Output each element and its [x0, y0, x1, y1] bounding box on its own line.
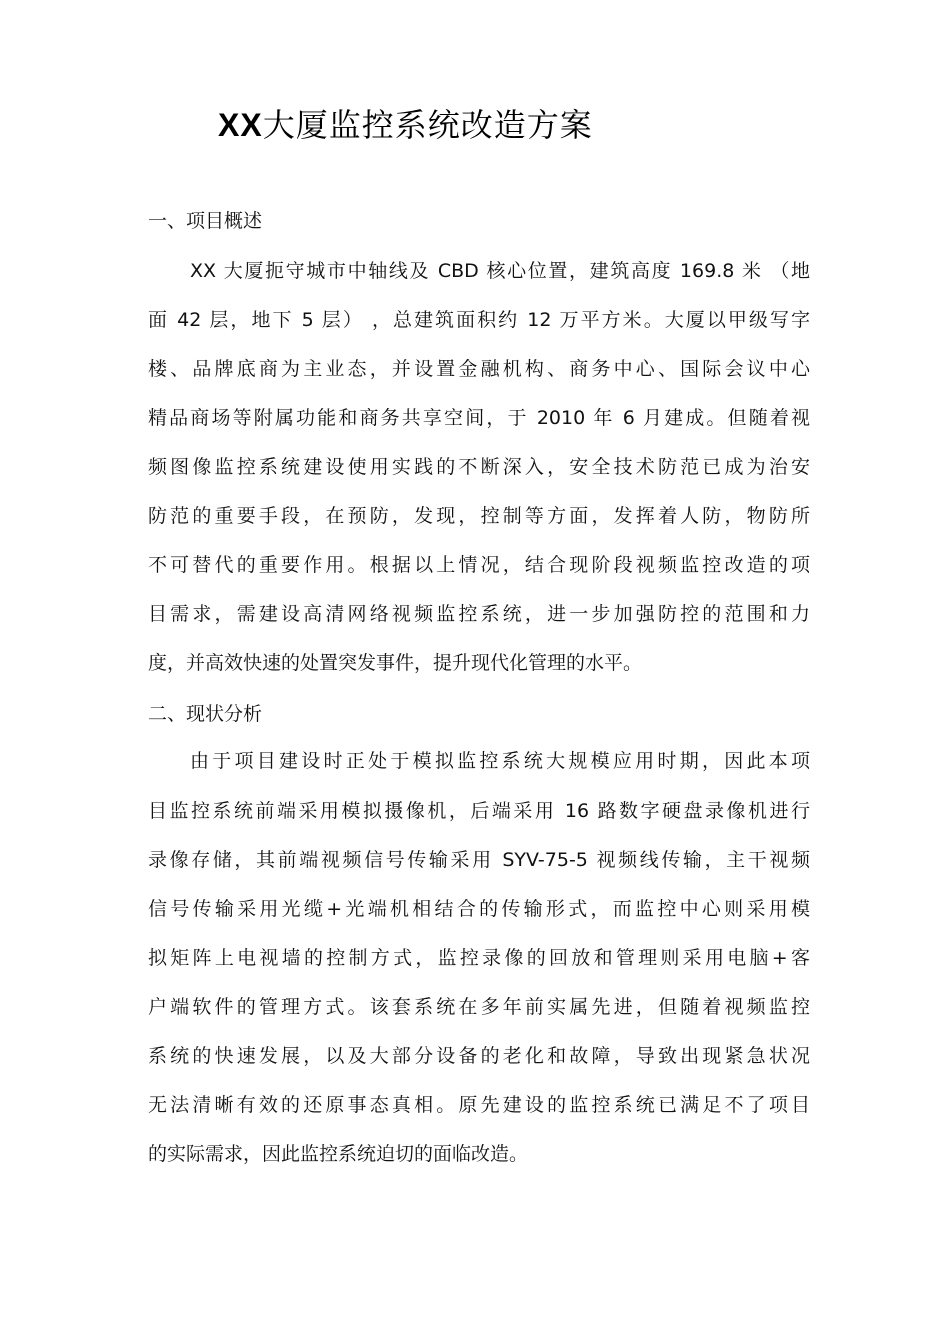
paragraph-line: 不可替代的重要作用。根据以上情况，结合现阶段视频监控改造的项	[148, 554, 810, 576]
document-title-prefix: XX	[218, 107, 263, 143]
paragraph-line: 目需求，需建设高清网络视频监控系统，进一步加强防控的范围和力	[148, 603, 810, 625]
paragraph-line: 系统的快速发展，以及大部分设备的老化和故障，导致出现紧急状况	[148, 1045, 810, 1067]
document-title-text: 大厦监控系统改造方案	[262, 106, 593, 144]
section-heading-overview: 一、项目概述	[148, 210, 263, 232]
paragraph-line: 频图像监控系统建设使用实践的不断深入，安全技术防范已成为治安	[148, 456, 810, 478]
paragraph-line: 的实际需求，因此监控系统迫切的面临改造。	[148, 1143, 529, 1165]
paragraph-line: XX 大厦扼守城市中轴线及 CBD 核心位置，建筑高度 169.8 米 （地	[190, 260, 810, 282]
paragraph-line: 拟矩阵上电视墙的控制方式，监控录像的回放和管理则采用电脑+客	[148, 947, 810, 969]
paragraph-line: 信号传输采用光缆+光端机相结合的传输形式，而监控中心则采用模	[148, 898, 810, 920]
paragraph-line: 户端软件的管理方式。该套系统在多年前实属先进，但随着视频监控	[148, 996, 810, 1018]
paragraph-line: 面 42 层，地下 5 层） ，总建筑面积约 12 万平方米。大厦以甲级写字	[148, 309, 810, 331]
paragraph-line: 精品商场等附属功能和商务共享空间，于 2010 年 6 月建成。但随着视	[148, 407, 810, 429]
paragraph-line: 楼、品牌底商为主业态，并设置金融机构、商务中心、国际会议中心	[148, 358, 810, 380]
document-title	[218, 101, 593, 149]
paragraph-line: 防范的重要手段，在预防，发现，控制等方面，发挥着人防，物防所	[148, 505, 810, 527]
paragraph-line: 度，并高效快速的处置突发事件，提升现代化管理的水平。	[148, 652, 643, 674]
paragraph-line: 目监控系统前端采用模拟摄像机，后端采用 16 路数字硬盘录像机进行	[148, 800, 810, 822]
paragraph-line: 录像存储，其前端视频信号传输采用 SYV-75-5 视频线传输，主干视频	[148, 849, 810, 871]
section-heading-status-analysis: 二、现状分析	[148, 703, 263, 725]
paragraph-line: 无法清晰有效的还原事态真相。原先建设的监控系统已满足不了项目	[148, 1094, 810, 1116]
paragraph-line: 由于项目建设时正处于模拟监控系统大规模应用时期，因此本项	[190, 750, 810, 772]
